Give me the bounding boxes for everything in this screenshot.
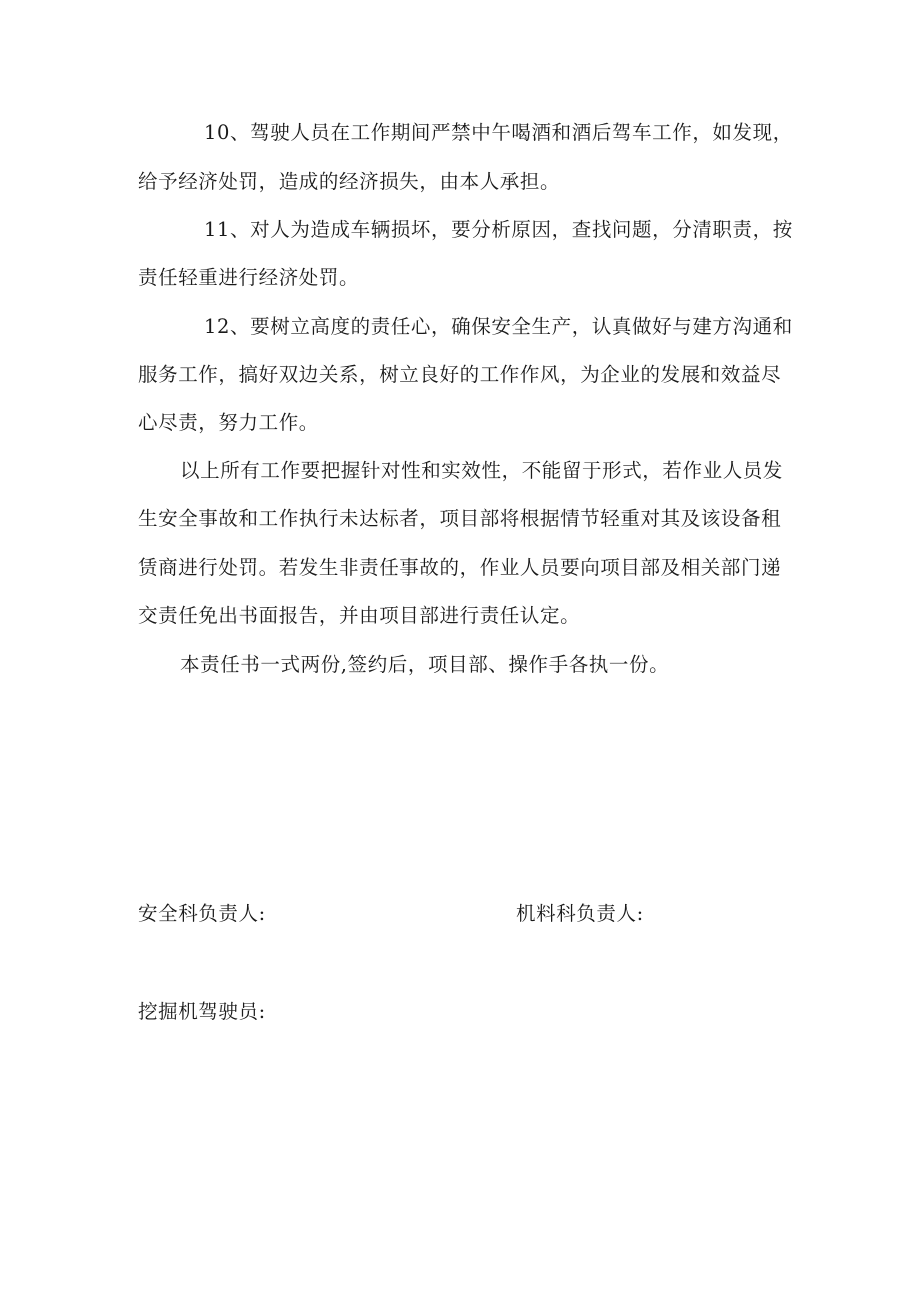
summary-line-4: 交责任免出书面报告，并由项目部进行责任认定。 <box>138 604 581 627</box>
clause-10-line-2: 给予经济处罚，造成的经济损失，由本人承担。 <box>138 170 561 193</box>
clause-11-line-1: 11、对人为造成车辆损坏，要分析原因，查找问题，分清职责，按 <box>204 218 793 241</box>
safety-head-signature-label: 安全科负责人: <box>138 902 266 925</box>
summary-line-3: 赁商进行处罚。若发生非责任事故的，作业人员要向项目部及相关部门递 <box>138 556 782 579</box>
copies-note: 本责任书一式两份,签约后，项目部、操作手各执一份。 <box>180 653 670 676</box>
excavator-driver-signature-label: 挖掘机驾驶员: <box>138 1000 266 1023</box>
clause-11-line-2: 责任轻重进行经济处罚。 <box>138 266 360 289</box>
clause-12-line-3: 心尽责，努力工作。 <box>138 411 319 434</box>
summary-line-1: 以上所有工作要把握针对性和实效性，不能留于形式，若作业人员发 <box>180 459 784 482</box>
clause-10-line-1: 10、驾驶人员在工作期间严禁中午喝酒和酒后驾车工作，如发现， <box>204 121 793 144</box>
clause-12-line-1: 12、要树立高度的责任心，确保安全生产，认真做好与建方沟通和 <box>204 315 793 338</box>
summary-line-2: 生安全事故和工作执行未达标者，项目部将根据情节轻重对其及该设备租 <box>138 507 782 530</box>
machinery-head-signature-label: 机料科负责人: <box>516 902 644 925</box>
clause-12-line-2: 服务工作，搞好双边关系，树立良好的工作作风，为企业的发展和效益尽 <box>138 363 782 386</box>
